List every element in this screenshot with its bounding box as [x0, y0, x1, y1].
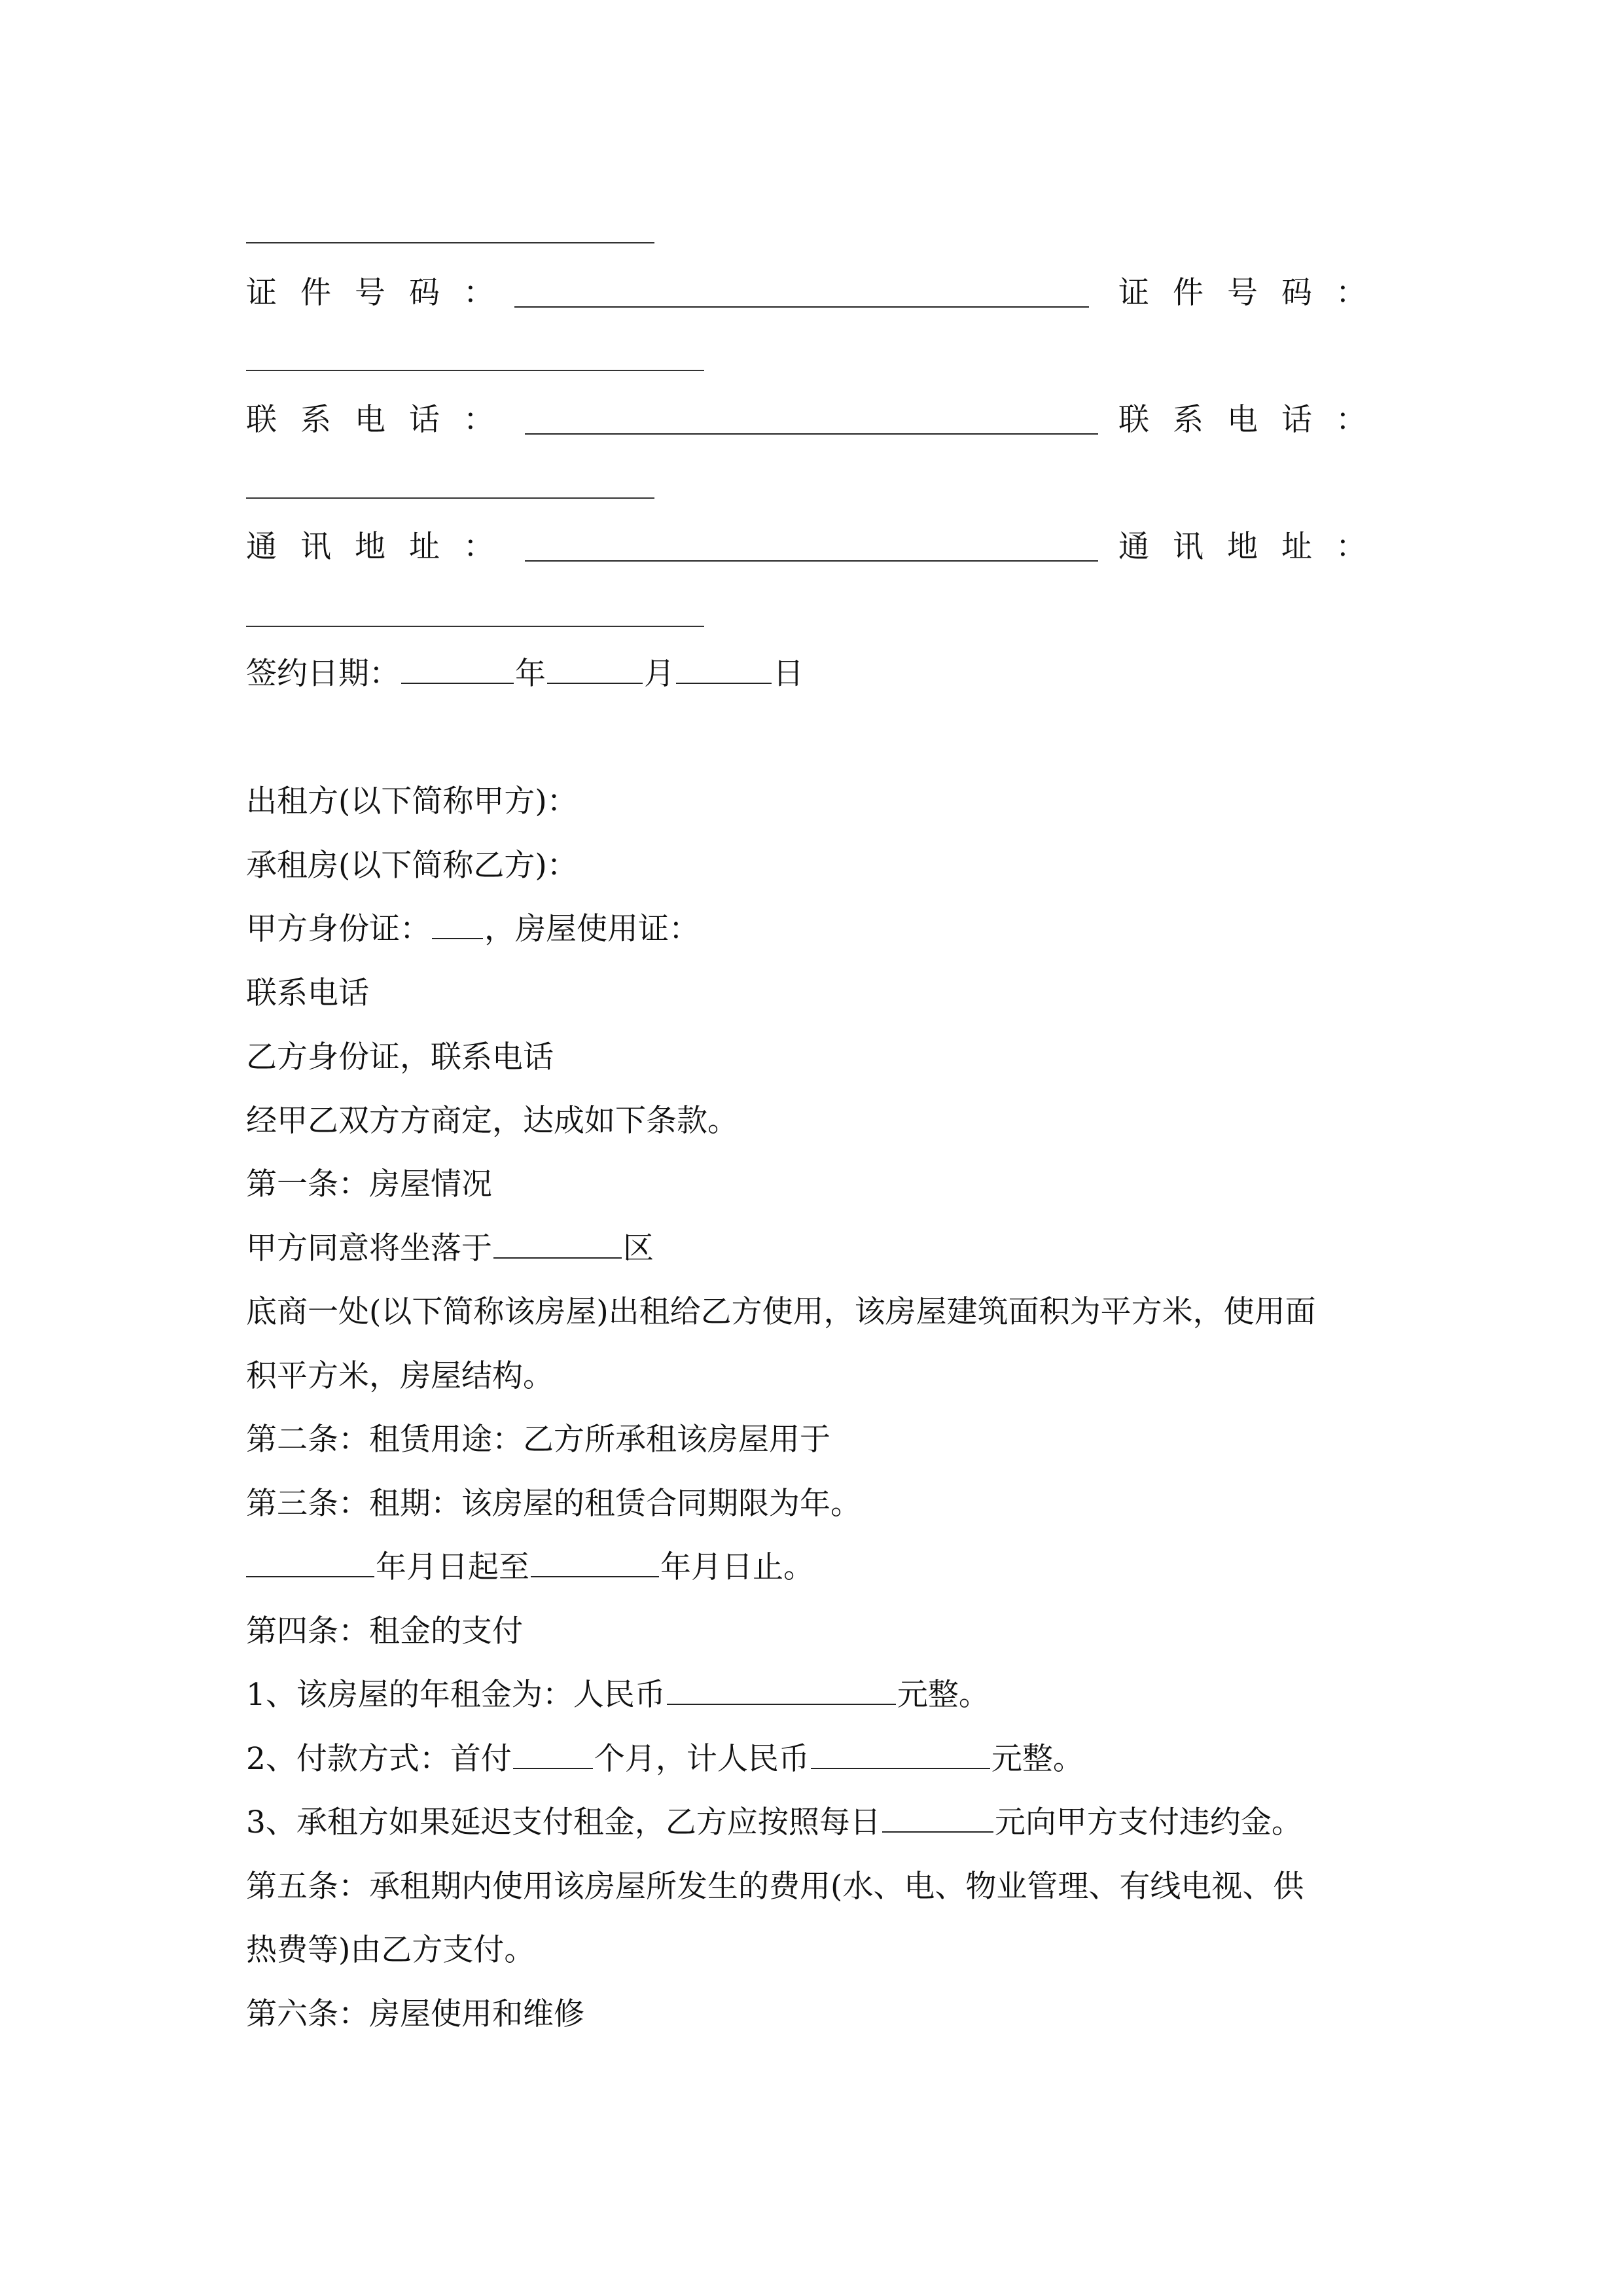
month-blank [547, 656, 643, 684]
id-blank-party-b [246, 370, 704, 371]
article-1-location-line [246, 1229, 654, 1268]
id-blank-party-a [514, 306, 1089, 308]
lessor-line: 出租方(以下简称甲方)： [246, 783, 578, 819]
phone-blank-party-b [246, 497, 654, 499]
payment-amount-unit: 元整。 [991, 1741, 1084, 1777]
late-fee-suffix: 元向甲方支付违约金。 [994, 1804, 1302, 1840]
article-3-line: 第三条：租期：该房屋的租赁合同期限为年。 [246, 1486, 861, 1522]
month-label: 月 [644, 656, 675, 692]
phone-label-party-a: 联系电话： [246, 402, 518, 438]
lessee-line: 承租房(以下简称乙方)： [246, 848, 578, 884]
article-1-area-line: 底商一处(以下简称该房屋)出租给乙方使用，该房屋建筑面积为平方米，使用面 [246, 1294, 1316, 1330]
article-5-line-2: 热费等)由乙方支付。 [246, 1932, 535, 1968]
address-blank-party-a [525, 560, 1098, 562]
party-b-id-line: 乙方身份证，联系电话 [246, 1039, 554, 1075]
article-4-item-2 [246, 1740, 1084, 1779]
id-label-party-b: 证件号码： [1118, 275, 1390, 311]
article-1-structure-line: 积平方米，房屋结构。 [246, 1358, 554, 1394]
location-prefix: 甲方同意将坐落于 [246, 1230, 492, 1266]
annual-rent-unit: 元整。 [897, 1677, 990, 1713]
day-blank [676, 656, 772, 684]
article-4-item-3 [246, 1803, 1302, 1842]
annual-rent-label: 1、该房屋的年租金为：人民币 [246, 1677, 666, 1713]
district-blank [493, 1231, 622, 1259]
signature-blank-line [246, 242, 654, 243]
late-fee-label: 3、承租方如果延迟支付租金，乙方应按照每日 [246, 1804, 881, 1840]
contact-phone-line: 联系电话 [246, 975, 369, 1011]
house-cert-label: ，房屋使用证： [484, 911, 700, 947]
late-fee-blank [882, 1805, 993, 1833]
party-a-id-blank [432, 912, 483, 939]
period-end-label: 年月日止。 [660, 1549, 814, 1585]
address-label-party-a: 通讯地址： [246, 529, 518, 565]
payment-method-label: 2、付款方式：首付 [246, 1741, 512, 1777]
party-a-id-line [246, 910, 700, 949]
id-label-party-a: 证件号码： [246, 275, 518, 311]
address-blank-party-b [246, 626, 704, 627]
party-a-id-label: 甲方身份证： [246, 911, 431, 947]
agreement-line: 经甲乙双方方商定，达成如下条款。 [246, 1103, 738, 1139]
article-3-period-line [246, 1548, 814, 1587]
address-label-party-b: 通讯地址： [1118, 529, 1390, 565]
months-blank [513, 1742, 593, 1769]
signing-date-line [246, 655, 804, 694]
phone-blank-party-a [525, 433, 1098, 435]
signing-date-label: 签约日期： [246, 656, 400, 692]
article-2-line: 第二条：租赁用途：乙方所承租该房屋用于 [246, 1422, 830, 1458]
phone-label-party-b: 联系电话： [1118, 402, 1390, 438]
article-5-line-1: 第五条：承租期内使用该房屋所发生的费用(水、电、物业管理、有线电视、供 [246, 1869, 1304, 1905]
article-4-title: 第四条：租金的支付 [246, 1613, 523, 1649]
annual-rent-blank [667, 1677, 896, 1705]
start-date-blank [246, 1550, 374, 1577]
year-label: 年 [515, 656, 546, 692]
article-4-item-1 [246, 1676, 990, 1715]
district-label: 区 [623, 1230, 654, 1266]
end-date-blank [531, 1550, 659, 1577]
year-blank [401, 656, 514, 684]
payment-amount-blank [811, 1742, 990, 1769]
day-label: 日 [773, 656, 804, 692]
article-1-title: 第一条：房屋情况 [246, 1166, 492, 1202]
article-6-title: 第六条：房屋使用和维修 [246, 1996, 584, 2032]
payment-amount-label: 个月，计人民币 [594, 1741, 810, 1777]
period-start-label: 年月日起至 [376, 1549, 529, 1585]
